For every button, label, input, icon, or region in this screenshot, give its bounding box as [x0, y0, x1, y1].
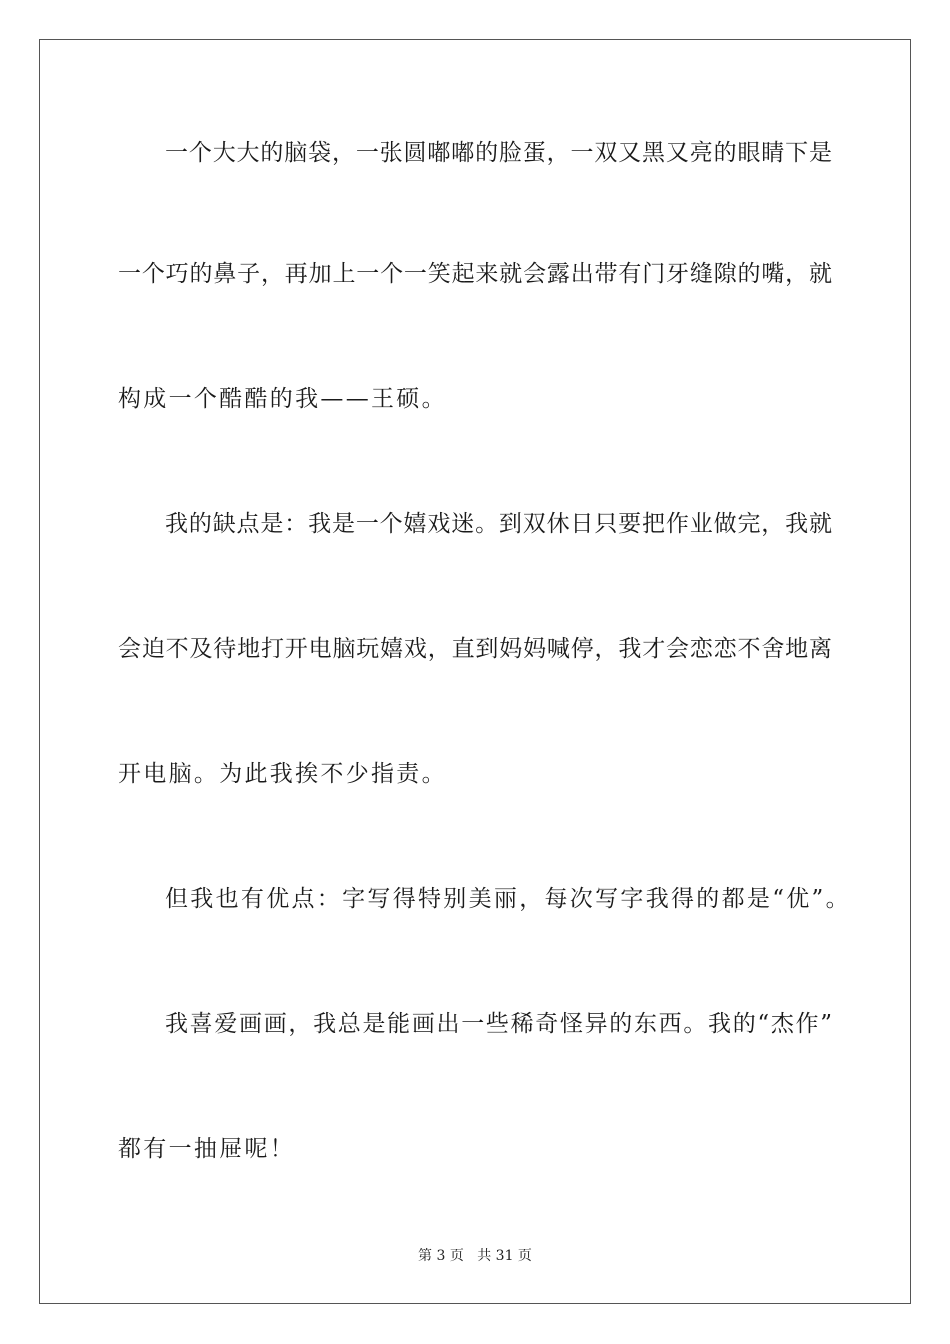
page-border: [39, 39, 911, 1304]
paragraph-line: 开电脑。为此我挨不少指责。: [118, 761, 447, 787]
paragraph-line: 都有一抽屉呢！: [118, 1136, 296, 1162]
paragraph-line: 我的缺点是：我是一个嬉戏迷。到双休日只要把作业做完，我就: [165, 511, 832, 537]
paragraph-line: 但我也有优点：字写得特别美丽，每次写字我得的都是“优”。: [165, 886, 851, 912]
paragraph-line: 一个大大的脑袋，一张圆嘟嘟的脸蛋，一双又黑又亮的眼睛下是: [165, 140, 832, 166]
page-footer: [0, 1247, 950, 1265]
paragraph-line: 会迫不及待地打开电脑玩嬉戏，直到妈妈喊停，我才会恋恋不舍地离: [118, 636, 832, 662]
page-number: 第 3 页: [418, 1248, 464, 1264]
paragraph-line: 构成一个酷酷的我——王硕。: [118, 386, 447, 412]
page-total: 共 31 页: [477, 1248, 532, 1264]
paragraph-line: 我喜爱画画，我总是能画出一些稀奇怪异的东西。我的“杰作”: [165, 1011, 832, 1037]
paragraph-line: 一个巧的鼻子，再加上一个一笑起来就会露出带有门牙缝隙的嘴，就: [118, 261, 832, 287]
